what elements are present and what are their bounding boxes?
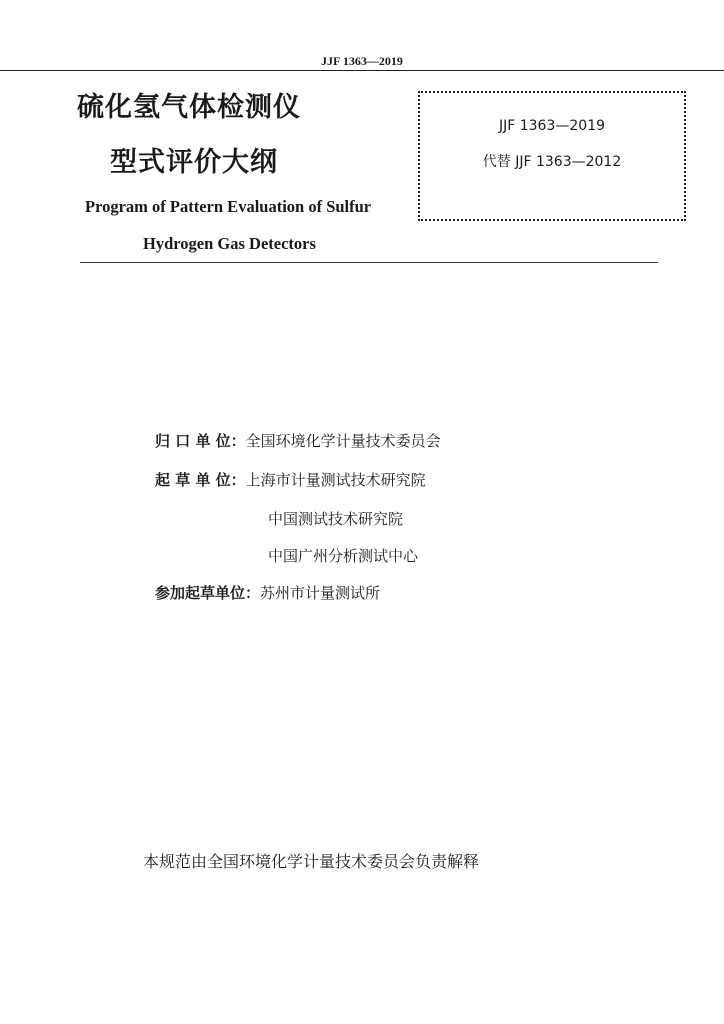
header-divider — [0, 70, 724, 71]
title-divider — [80, 262, 658, 263]
chinese-title-line-2: 型式评价大纲 — [110, 147, 278, 178]
responsible-unit-value: 全国环境化学计量技术委员会 — [245, 432, 441, 450]
chinese-title-line-1: 硫化氢气体检测仪 — [77, 92, 301, 123]
running-header-code: JJF 1363—2019 — [321, 54, 403, 68]
replaces-standard: 代替 JJF 1363—2012 — [482, 154, 622, 170]
participating-unit-value: 苏州市计量测试所 — [260, 584, 381, 602]
participating-unit-label: 参加起草单位： — [155, 584, 261, 602]
drafting-unit-value: 上海市计量测试技术研究院 — [245, 471, 426, 489]
interpretation-note: 本规范由全国环境化学计量技术委员会负责解释 — [143, 852, 480, 871]
participating-unit-row — [155, 582, 380, 603]
responsible-unit-row — [155, 430, 441, 451]
drafting-unit-value: 中国广州分析测试中心 — [268, 547, 419, 565]
drafting-unit-label: 起 草 单 位： — [155, 471, 246, 489]
english-title-line-1: Program of Pattern Evaluation of Sulfur — [85, 197, 372, 216]
standard-number: JJF 1363—2019 — [498, 118, 606, 134]
drafting-unit-row — [155, 469, 426, 490]
english-title-line-2: Hydrogen Gas Detectors — [143, 234, 316, 253]
drafting-unit-value: 中国测试技术研究院 — [268, 510, 404, 528]
responsible-unit-label: 归 口 单 位： — [155, 432, 246, 450]
